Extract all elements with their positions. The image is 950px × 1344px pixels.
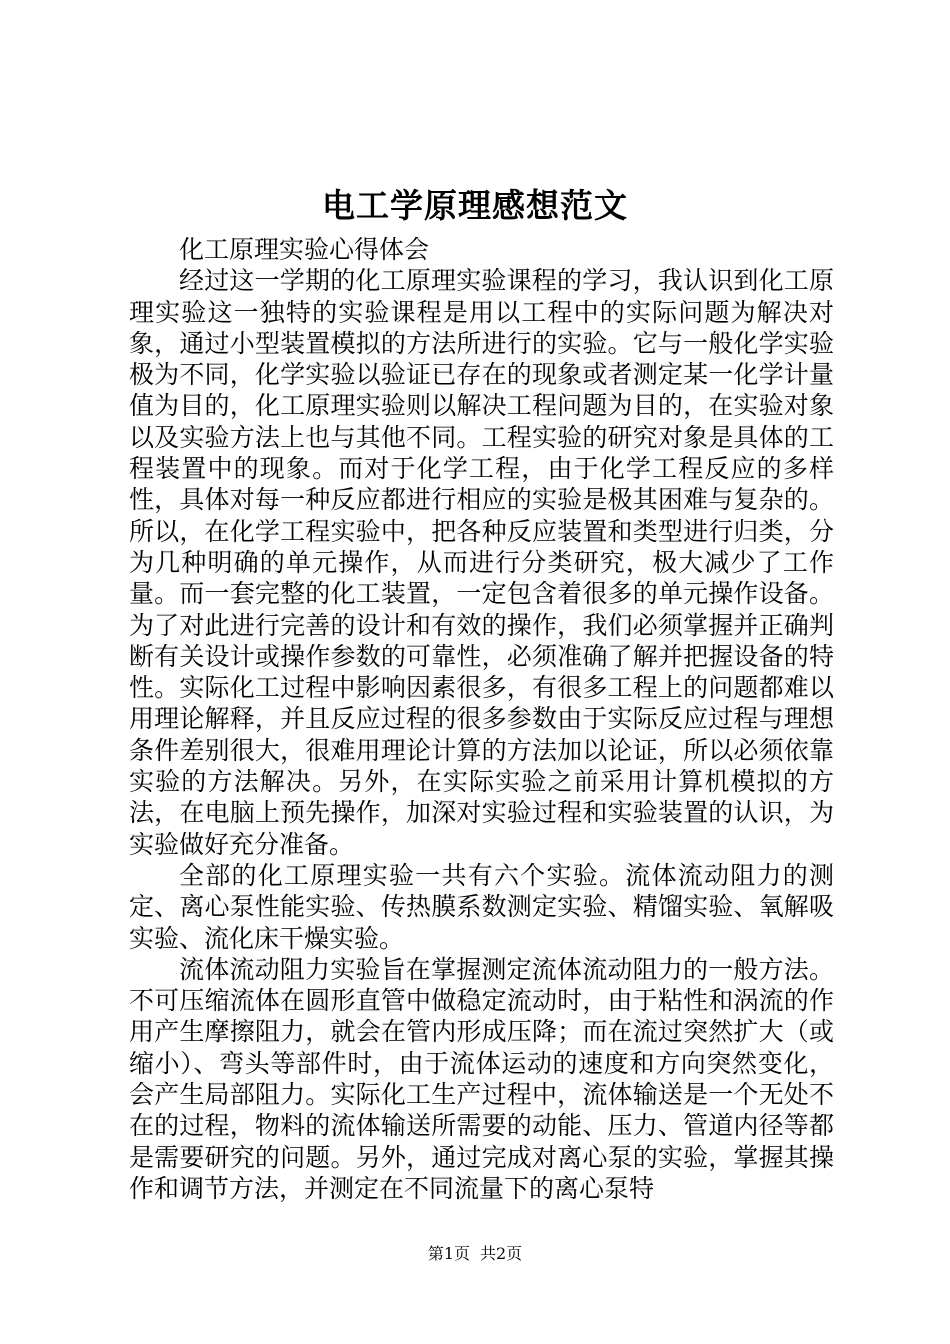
page-number: 第1页 [427,1244,470,1263]
document-title: 电工学原理感想范文 [322,186,628,225]
paragraph-flow-resistance: 流体流动阻力实验旨在掌握测定流体流动阻力的一般方法。不可压缩流体在圆形直管中做稳定流动时，由于粘性和涡流的作用产生摩擦阻力，就会在管内形成压降；而在流过突然扩大（或缩小）、弯头等部件时，由于流体运动的速度和方向突然变化，会产生局部阻力。实际化工生产过程中，流体输送是一个无处不在的过程，物料的流体输送所需要的动能、压力、管道内径等都是需要研究的问题。另外，通过完成对离心泵的实验，掌握其操作和调节方法，并测定在不同流量下的离心泵特 [129,954,834,1203]
paragraph-intro: 经过这一学期的化工原理实验课程的学习，我认识到化工原理实验这一独特的实验课程是用以工程中的实际问题为解决对象，通过小型装置模拟的方法所进行的实验。它与一般化学实验极为不同，化学实验以验证已存在的现象或者测定某一化学计量值为目的，化工原理实验则以解决工程问题为目的，在实验对象以及实验方法上也与其他不同。工程实验的研究对象是具体的工程装置中的现象。而对于化学工程，由于化学工程反应的多样性，具体对每一种反应都进行相应的实验是极其困难与复杂的。所以，在化学工程实验中，把各种反应装置和类型进行归类，分为几种明确的单元操作，从而进行分类研究，极大减少了工作量。而一套完整的化工装置，一定包含着很多的单元操作设备。为了对此进行完善的设计和有效的操作，我们必须掌握并正确判断有关设计或操作参数的可靠性，必须准确了解并把握设备的特性。实际化工过程中影响因素很多，有很多工程上的问题都难以用理论解释，并且反应过程的很多参数由于实际反应过程与理想条件差别很大，很难用理论计算的方法加以论证，所以必须依靠实验的方法解决。另外，在实际实验之前采用计算机模拟的方法，在电脑上预先操作，加深对实验过程和实验装置的认识，为实验做好充分准备。 [129,266,834,859]
subtitle-line: 化工原理实验心得体会 [179,235,430,264]
document-body [129,234,834,1204]
paragraph-experiments-list: 全部的化工原理实验一共有六个实验。流体流动阻力的测定、离心泵性能实验、传热膜系数测定实验、精馏实验、氧解吸实验、流化床干燥实验。 [129,860,834,953]
page-total: 共2页 [480,1244,523,1263]
page-footer [0,1242,950,1266]
